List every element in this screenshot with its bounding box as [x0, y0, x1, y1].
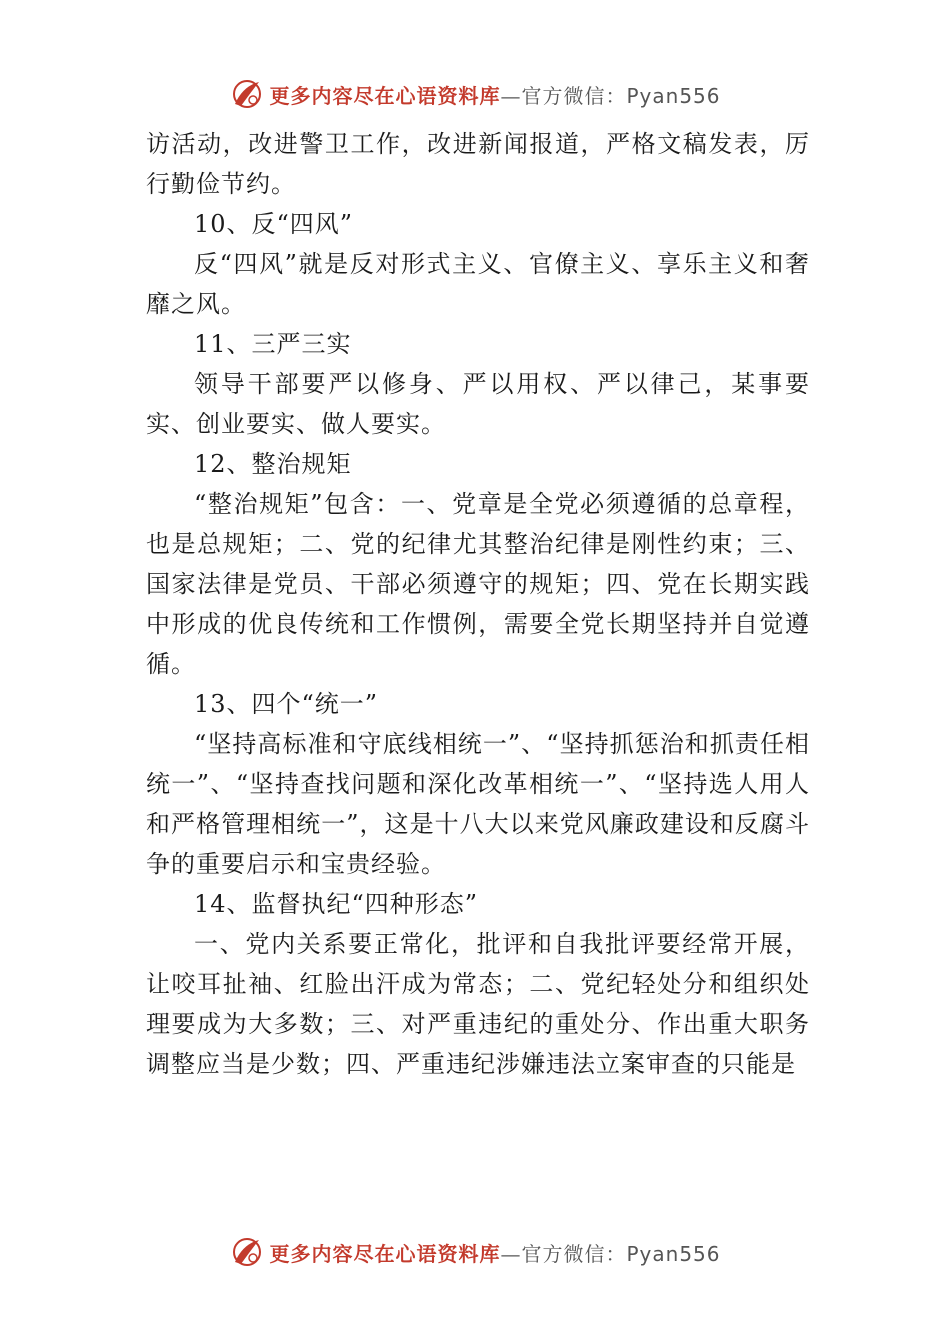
- brand-logo-icon: [229, 1234, 265, 1270]
- header-wechat-id: Pyan556: [626, 83, 721, 108]
- header-wechat-label: 官方微信：: [521, 83, 627, 108]
- paragraph: “整治规矩”包含：一、党章是全党必须遵循的总章程，也是总规矩；二、党的纪律尤其整治纪律是刚性约束；三、国家法律是党员、干部必须遵守的规矩；四、党在长期实践中形成的优良传统和工作惯例，需要全党长期坚持并自觉遵循。: [146, 490, 810, 678]
- footer-wechat-label: 官方微信：: [521, 1241, 627, 1266]
- paragraph: 访活动，改进警卫工作，改进新闻报道，严格文稿发表，厉行勤俭节约。: [146, 130, 810, 198]
- paragraph: 反“四风”就是反对形式主义、官僚主义、享乐主义和奢靡之风。: [146, 250, 810, 318]
- section-heading: 13、四个“统一”: [194, 690, 379, 718]
- header-separator: —: [500, 83, 522, 108]
- paragraph: 领导干部要严以修身、严以用权、严以律己，某事要实、创业要实、做人要实。: [146, 370, 810, 438]
- section-heading: 14、监督执纪“四种形态”: [194, 890, 479, 918]
- footer-brand-text: 更多内容尽在心语资料库: [269, 1241, 501, 1266]
- header-brand-text: 更多内容尽在心语资料库: [269, 83, 501, 108]
- header-banner: [0, 72, 950, 116]
- footer-wechat-id: Pyan556: [626, 1241, 721, 1266]
- section-heading: 10、反“四风”: [194, 210, 354, 238]
- section-heading: 11、三严三实: [194, 330, 352, 358]
- footer-separator: —: [500, 1241, 522, 1266]
- brand-logo-icon: [229, 76, 265, 112]
- section-heading: 12、整治规矩: [194, 450, 352, 478]
- paragraph: “坚持高标准和守底线相统一”、“坚持抓惩治和抓责任相统一”、“坚持查找问题和深化改革相统一”、“坚持选人用人和严格管理相统一”，这是十八大以来党风廉政建设和反腐斗争的重要启示和宝贵经验。: [146, 730, 810, 878]
- paragraph: 一、党内关系要正常化，批评和自我批评要经常开展，让咬耳扯袖、红脸出汗成为常态；二、党纪轻处分和组织处理要成为大多数；三、对严重违纪的重处分、作出重大职务调整应当是少数；四、严重违纪涉嫌违法立案审查的只能是: [146, 930, 810, 1078]
- footer-banner: [0, 1230, 950, 1274]
- document-body: [146, 124, 810, 1084]
